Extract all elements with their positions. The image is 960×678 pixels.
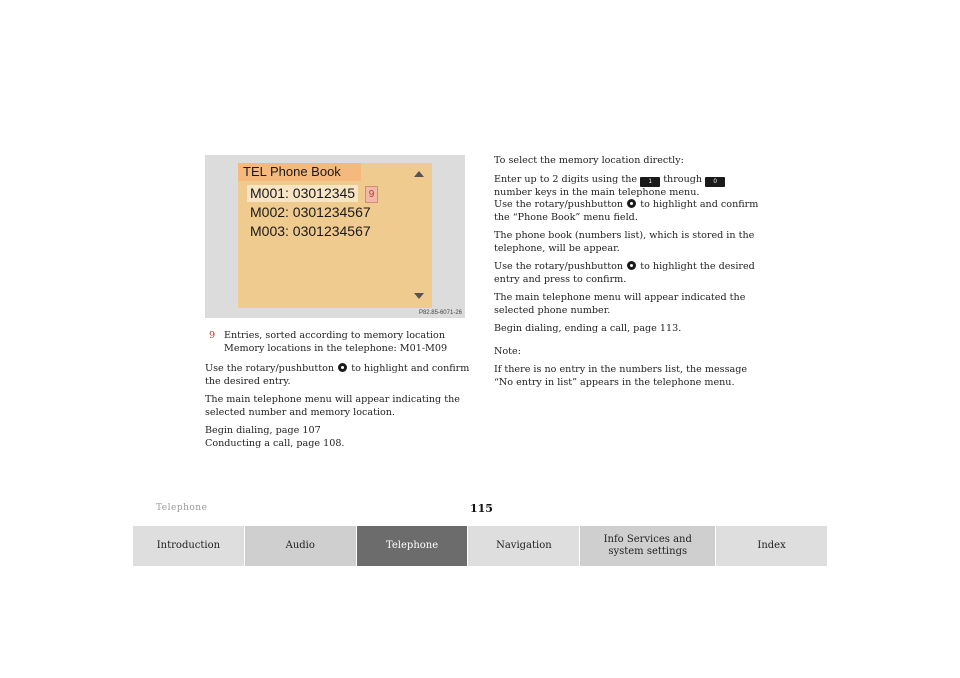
number-key-0-icon: 0 <box>705 177 725 187</box>
paragraph-text: telephone, will be appear. <box>494 242 620 254</box>
page-reference: Conducting a call, page 108. <box>205 437 345 449</box>
rotary-pushbutton-icon <box>627 199 636 208</box>
paragraph-text: Use the rotary/pushbutton <box>494 261 624 272</box>
paragraph-text: selected number and memory location. <box>205 406 396 418</box>
tab-telephone[interactable]: Telephone <box>357 526 468 566</box>
tab-introduction[interactable]: Introduction <box>133 526 244 566</box>
screen-title: TEL Phone Book <box>238 163 361 181</box>
paragraph-text: number keys in the main telephone menu. <box>494 186 700 198</box>
note-label: Note: <box>494 345 521 357</box>
phone-book-figure <box>205 155 465 318</box>
note-text-line-2: Memory locations in the telephone: M01-M09 <box>224 342 448 354</box>
callout-marker: 9 <box>365 186 378 203</box>
tab-navigation[interactable]: Navigation <box>468 526 579 566</box>
paragraph-text: If there is no entry in the numbers list, the message <box>494 364 748 375</box>
paragraph-text: the desired entry. <box>205 375 291 387</box>
paragraph-text: to highlight the desired <box>640 261 755 272</box>
note-text-line-1: Entries, sorted according to memory location <box>224 330 446 341</box>
paragraph-text: through <box>663 173 703 185</box>
paragraph-text: Use the rotary/pushbutton <box>494 199 624 210</box>
paragraph-text: selected phone number. <box>494 304 611 316</box>
phone-book-entry-1: M001: 03012345 <box>247 185 358 202</box>
figure-code: P82.85-6071-26 <box>418 310 462 316</box>
paragraph-text: entry and press to confirm. <box>494 273 627 285</box>
paragraph-text: Enter up to 2 digits using the <box>494 173 638 185</box>
phone-book-entry-3: M003: 0301234567 <box>250 223 371 239</box>
page-reference: Begin dialing, ending a call, page 113. <box>494 323 682 334</box>
footer-section-label: Telephone <box>156 503 208 513</box>
number-key-1-icon: 1 <box>640 177 660 187</box>
scroll-down-icon <box>414 293 424 299</box>
paragraph-text: To select the memory location directly: <box>494 155 684 166</box>
page-reference: Begin dialing, page 107 <box>205 425 321 436</box>
paragraph-text: The main telephone menu will appear indicated the <box>494 292 746 303</box>
paragraph-text: The main telephone menu will appear indicating the <box>205 394 460 405</box>
rotary-pushbutton-icon <box>338 363 347 372</box>
tab-info-services[interactable]: Info Services and system settings <box>580 526 715 566</box>
right-column <box>494 155 769 389</box>
left-column <box>205 330 470 450</box>
paragraph-text: The phone book (numbers list), which is stored in the <box>494 230 755 241</box>
phone-book-screen <box>238 163 432 308</box>
note-number: 9 <box>209 330 216 341</box>
tab-audio[interactable]: Audio <box>245 526 356 566</box>
paragraph-text: to highlight and confirm <box>351 363 470 374</box>
paragraph-text: to highlight and confirm <box>640 199 759 210</box>
phone-book-entry-2: M002: 0301234567 <box>250 204 371 220</box>
paragraph-text: the “Phone Book” menu field. <box>494 211 638 223</box>
tab-index[interactable]: Index <box>716 526 827 566</box>
paragraph-text: Use the rotary/pushbutton <box>205 363 335 374</box>
rotary-pushbutton-icon <box>627 261 636 270</box>
chapter-nav <box>133 526 827 566</box>
scroll-up-icon <box>414 171 424 177</box>
page-number: 115 <box>470 502 493 515</box>
paragraph-text: “No entry in list” appears in the telephone menu. <box>494 376 735 388</box>
